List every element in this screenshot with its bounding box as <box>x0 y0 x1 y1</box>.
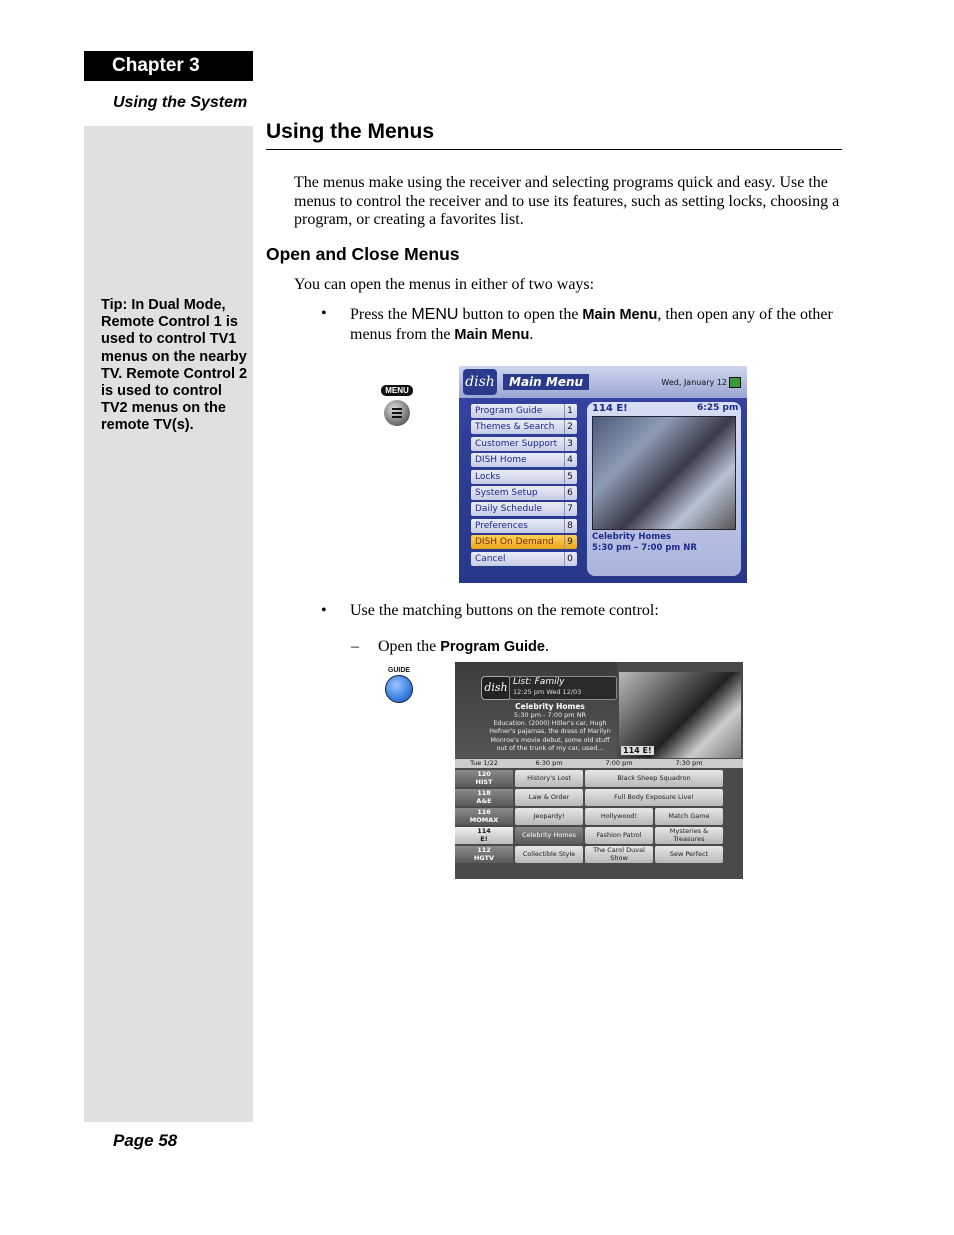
guide-row <box>455 846 743 863</box>
dish-logo: dish <box>481 676 511 700</box>
main-menu-screenshot <box>459 366 747 583</box>
menu-item-label: Daily Schedule <box>475 504 542 515</box>
main-menu-list <box>471 404 577 568</box>
intro-paragraph: The menus make using the receiver and selecting programs quick and easy. Use the menus to control the receiver and to use its features, such as setting locks, choosing a program, or creating a favorites list. <box>294 174 840 228</box>
guide-time-slot: 7:30 pm <box>675 759 703 767</box>
main-menu-date: Wed, January 12 <box>661 378 727 387</box>
guide-rows <box>455 770 743 863</box>
menu-item-label: Preferences <box>475 520 528 531</box>
guide-grid <box>455 759 743 863</box>
menu-item-number: 9 <box>564 535 575 549</box>
menu-lines-icon <box>384 400 410 426</box>
bullet-2-text: Use the matching buttons on the remote control: <box>350 602 659 619</box>
menu-item-label: DISH Home <box>475 455 527 466</box>
program-guide-screenshot <box>455 662 743 879</box>
guide-channel-name: HGTV <box>473 853 495 862</box>
menu-button-label: MENU <box>381 385 413 396</box>
page-title: Using the Menus <box>266 120 435 143</box>
program-guide-term: Program Guide <box>440 639 545 655</box>
guide-channel-number: 114 <box>477 827 491 835</box>
guide-program-cell[interactable]: Celebrity Homes <box>515 827 583 844</box>
bullet-2: • <box>321 602 327 619</box>
guide-list-label: List: Family <box>513 677 565 687</box>
menu-item-number: 5 <box>564 470 575 484</box>
guide-program-cell[interactable]: Fashion Patrol <box>585 827 653 844</box>
guide-show-title: Celebrity Homes <box>515 702 585 711</box>
menu-item[interactable] <box>471 404 577 418</box>
menu-item-number: 7 <box>564 502 575 516</box>
menu-remote-button <box>379 380 415 426</box>
preview-video-image <box>592 416 736 530</box>
bullet-1-mid: button to open the <box>458 306 583 323</box>
bullet-1-pre: Press the <box>350 306 412 323</box>
menu-item[interactable] <box>471 437 577 451</box>
menu-item-label: Themes & Search <box>475 422 555 433</box>
menu-item-number: 2 <box>564 420 575 434</box>
section-subtitle: Using the System <box>113 94 248 111</box>
bullet-1-post: . <box>529 326 534 343</box>
dash-pre: Open the <box>378 638 441 655</box>
guide-round-button-icon <box>385 675 413 703</box>
page-number: Page 58 <box>113 1131 178 1150</box>
sidebar-tip: Tip: In Dual Mode, Remote Control 1 is used to control TV1 menus on the nearby TV. Remote Control 2 is used to control TV2 menus on the remote TV(s). <box>101 297 248 434</box>
menu-item-label: Locks <box>475 471 501 482</box>
section-heading: Open and Close Menus <box>266 244 460 264</box>
guide-program-cell[interactable]: The Carol Duval Show <box>585 846 653 863</box>
menu-keyword: MENU <box>411 306 459 323</box>
guide-row <box>455 808 743 825</box>
guide-program-cell[interactable]: Jeopardy! <box>515 808 583 825</box>
menu-item-number: 3 <box>564 437 575 451</box>
menu-item[interactable] <box>471 420 577 434</box>
guide-channel-number: 120 <box>477 770 491 778</box>
menu-item-number: 6 <box>564 486 575 500</box>
guide-program-cell[interactable]: Full Body Exposure Live! <box>585 789 723 806</box>
guide-row <box>455 827 743 844</box>
menu-item-label: DISH On Demand <box>475 537 554 548</box>
menu-item[interactable] <box>471 486 577 500</box>
guide-time-slot: 7:00 pm <box>605 759 633 767</box>
bullet-1-mid2: , then open any of the other menus from the <box>350 306 833 343</box>
guide-time-header <box>455 759 743 768</box>
guide-program-cell[interactable]: Law & Order <box>515 789 583 806</box>
guide-channel-number: 112 <box>477 846 491 854</box>
preview-show-time: 5:30 pm – 7:00 pm NR <box>592 543 697 553</box>
main-menu-term-2: Main Menu <box>454 327 530 343</box>
menu-item[interactable] <box>471 470 577 484</box>
guide-channel-name: HIST <box>475 777 493 786</box>
guide-time-slot: 6:30 pm <box>535 759 563 767</box>
guide-row <box>455 770 743 787</box>
guide-channel-name: E! <box>480 834 488 843</box>
preview-time: 6:25 pm <box>697 403 739 413</box>
bullet-1: • <box>321 305 327 322</box>
menu-item-number: 0 <box>564 552 575 566</box>
tv-icon <box>729 377 741 388</box>
dash-item-text <box>378 638 549 656</box>
open-ways-text: You can open the menus in either of two ways: <box>294 276 595 293</box>
guide-show-time: 5:30 pm - 7:00 pm NR <box>513 711 587 719</box>
guide-channel-number: 118 <box>477 789 491 797</box>
guide-show-description: Education. (2000) Hitler's car, Hugh Hefner's pajamas, the dress of Marilyn Monroe's movie debut, some old stuff out of the trunk of my car, used... <box>489 720 611 752</box>
main-menu-title: Main Menu <box>503 374 589 390</box>
guide-channel-cell[interactable] <box>455 789 513 806</box>
preview-channel: 114 E! <box>592 403 628 414</box>
menu-item-label: Cancel <box>475 553 506 564</box>
guide-channel-cell[interactable] <box>455 808 513 825</box>
guide-channel-number: 116 <box>477 808 491 816</box>
preview-show-title: Celebrity Homes <box>592 532 672 542</box>
guide-channel-name: MOMAX <box>469 815 499 824</box>
guide-program-cell[interactable]: Collectible Style <box>515 846 583 863</box>
guide-list-date: 12:25 pm Wed 12/03 <box>513 688 582 696</box>
menu-item[interactable] <box>471 502 577 516</box>
guide-program-cell[interactable]: History's Lost <box>515 770 583 787</box>
guide-date-column: Tue 1/22 <box>470 759 498 767</box>
guide-program-cell[interactable]: Match Game <box>655 808 723 825</box>
menu-item[interactable] <box>471 552 577 566</box>
dash-post: . <box>544 638 549 655</box>
guide-program-cell[interactable]: Black Sheep Squadron <box>585 770 723 787</box>
guide-remote-button <box>382 667 416 703</box>
bullet-1-text <box>350 305 842 345</box>
title-divider <box>266 149 842 150</box>
menu-item[interactable] <box>471 535 577 549</box>
dish-logo: dish <box>463 369 497 395</box>
sidebar <box>84 126 253 1122</box>
guide-program-cell[interactable]: Sew Perfect <box>655 846 723 863</box>
menu-item-label: Customer Support <box>475 438 558 449</box>
dash-marker: – <box>351 638 359 655</box>
guide-program-cell[interactable]: Hollywood! <box>585 808 653 825</box>
menu-item[interactable] <box>471 453 577 467</box>
guide-channel-cell[interactable] <box>455 827 513 844</box>
menu-item-number: 8 <box>564 519 575 533</box>
guide-channel-cell[interactable] <box>455 846 513 863</box>
menu-item[interactable] <box>471 519 577 533</box>
menu-item-label: System Setup <box>475 487 538 498</box>
chapter-tab: Chapter 3 <box>84 51 253 81</box>
menu-item-label: Program Guide <box>475 406 543 416</box>
guide-channel-name: A&E <box>476 796 492 805</box>
guide-program-cell[interactable]: Mysteries & Treasures <box>655 827 723 844</box>
guide-channel-cell[interactable] <box>455 770 513 787</box>
menu-item-number: 1 <box>564 404 575 418</box>
menu-item-number: 4 <box>564 453 575 467</box>
main-menu-term: Main Menu <box>582 307 658 323</box>
guide-button-label: GUIDE <box>387 667 411 674</box>
guide-row <box>455 789 743 806</box>
guide-video-channel: 114 E! <box>623 746 652 755</box>
